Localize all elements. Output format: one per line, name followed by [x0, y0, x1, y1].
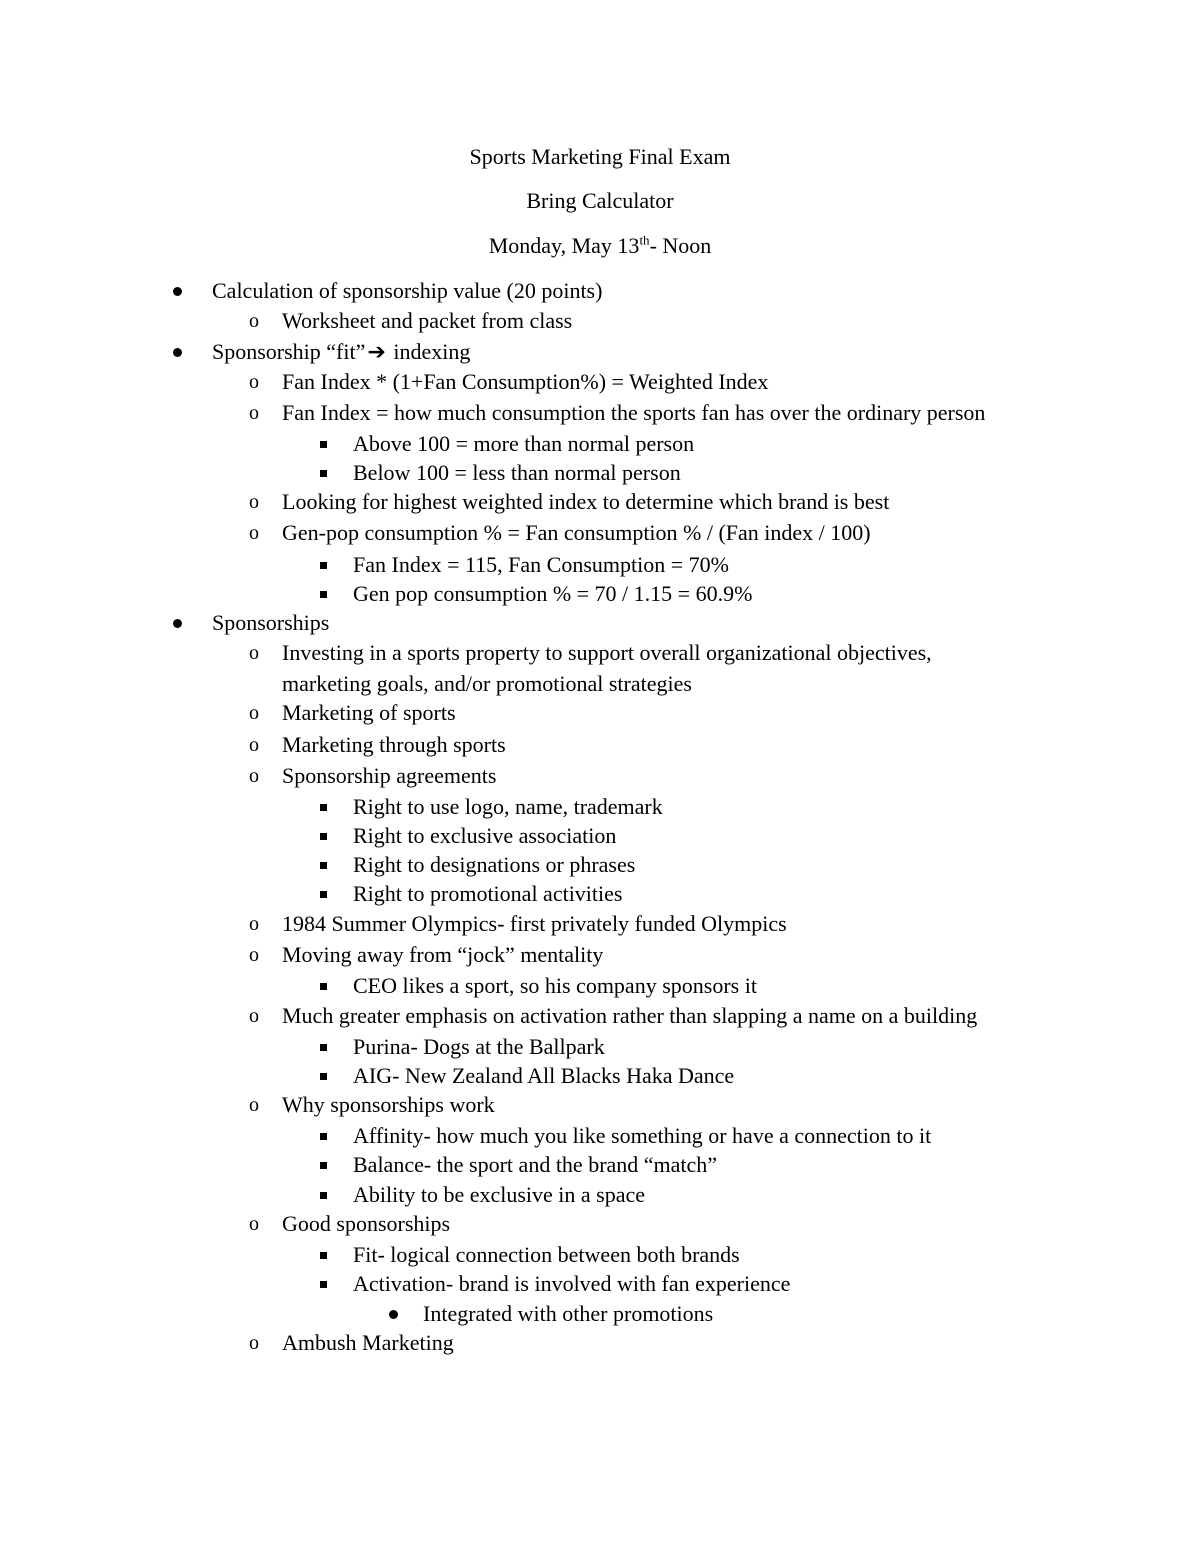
list-item: [0, 431, 1200, 457]
list-item: [0, 369, 1200, 395]
list-item-text: [353, 1271, 790, 1297]
list-item: [0, 700, 1200, 726]
bullet-circle-icon: o: [249, 402, 259, 424]
bullet-square-icon: [320, 1133, 327, 1140]
bullet-circle-icon: o: [249, 734, 259, 756]
list-item-label: Purina- Dogs at the Ballpark: [353, 1034, 605, 1059]
bullet-circle-icon: o: [249, 522, 259, 544]
bullet-square-icon: [320, 804, 327, 811]
bullet-circle-icon: o: [249, 702, 259, 724]
bullet-square-icon: [320, 470, 327, 477]
list-item: [0, 1003, 1200, 1029]
list-item-label: Gen pop consumption % = 70 / 1.15 = 60.9%: [353, 581, 753, 606]
list-item: [0, 308, 1200, 334]
list-item-text: [282, 671, 692, 697]
list-item-label: Sponsorship agreements: [282, 763, 497, 788]
list-item-text: [353, 1123, 931, 1149]
list-item-text: [353, 552, 729, 578]
list-item-text: [212, 339, 470, 365]
bullet-circle-icon: o: [249, 765, 259, 787]
list-item-label: marketing goals, and/or promotional strategies: [282, 671, 692, 696]
bullet-circle-icon: o: [249, 1005, 259, 1027]
list-item: [0, 1034, 1200, 1060]
list-item-text: [282, 400, 985, 426]
list-item-label: Marketing through sports: [282, 732, 506, 757]
list-item-label: Fit- logical connection between both brands: [353, 1242, 740, 1267]
list-item-label: Gen-pop consumption % = Fan consumption % / (Fan index / 100): [282, 520, 871, 545]
list-item-label: Marketing of sports: [282, 700, 456, 725]
list-item: [0, 973, 1200, 999]
list-item: [0, 823, 1200, 849]
bullet-disc-icon: [173, 348, 182, 357]
bullet-square-icon: [320, 833, 327, 840]
list-item: [0, 911, 1200, 937]
bullet-square-icon: [320, 562, 327, 569]
bullet-square-icon: [320, 983, 327, 990]
bullet-square-icon: [320, 1192, 327, 1199]
list-item-label: Good sponsorships: [282, 1211, 451, 1236]
list-item: [0, 581, 1200, 607]
list-item-text: [353, 431, 694, 457]
list-item-text: [282, 1330, 454, 1356]
list-item: [0, 400, 1200, 426]
list-item: [0, 794, 1200, 820]
list-item: [0, 640, 1200, 666]
list-item-label: Balance- the sport and the brand “match”: [353, 1152, 718, 1177]
list-item-label: Right to exclusive association: [353, 823, 617, 848]
list-item-text: [353, 1242, 740, 1268]
list-item-label-continued: indexing: [387, 339, 471, 364]
list-item: [0, 460, 1200, 486]
bullet-circle-icon: o: [249, 1213, 259, 1235]
right-arrow-icon: ➔: [367, 339, 386, 364]
list-item-text: [282, 1211, 450, 1237]
list-item-text: [353, 1182, 645, 1208]
exam-date-superscript: th: [639, 232, 650, 248]
list-item-label: Much greater emphasis on activation rather than slapping a name on a building: [282, 1003, 978, 1028]
list-item: [0, 1211, 1200, 1237]
list-item-text: [353, 973, 757, 999]
list-item: [0, 1092, 1200, 1118]
list-item-text: [282, 732, 506, 758]
exam-date: [0, 233, 1200, 259]
bullet-square-icon: [320, 441, 327, 448]
bullet-circle-icon: o: [249, 371, 259, 393]
list-item-text: [353, 460, 681, 486]
bullet-circle-icon: o: [249, 944, 259, 966]
list-item: [0, 610, 1200, 636]
list-item-label: Fan Index = how much consumption the sports fan has over the ordinary person: [282, 400, 986, 425]
bullet-square-icon: [320, 1044, 327, 1051]
exam-date-prefix: Monday, May 13: [488, 233, 640, 258]
list-item-text: [212, 278, 602, 304]
list-item: [0, 489, 1200, 515]
list-item-label: CEO likes a sport, so his company sponsors it: [353, 973, 757, 998]
list-item: [0, 1063, 1200, 1089]
list-item-label: Looking for highest weighted index to determine which brand is best: [282, 489, 890, 514]
list-item-text: [353, 852, 635, 878]
list-item: [0, 852, 1200, 878]
list-item: [0, 671, 1200, 697]
document-subtitle: Bring Calculator: [526, 188, 674, 213]
list-item-text: [353, 1063, 734, 1089]
list-item-label: Fan Index = 115, Fan Consumption = 70%: [353, 552, 729, 577]
bullet-square-icon: [320, 1281, 327, 1288]
list-item-label: 1984 Summer Olympics- first privately funded Olympics: [282, 911, 787, 936]
list-item: [0, 339, 1200, 365]
list-item-text: [282, 700, 456, 726]
list-item-label: Integrated with other promotions: [423, 1301, 714, 1326]
list-item-text: [353, 794, 663, 820]
list-item-text: [353, 1152, 717, 1178]
list-item: [0, 1330, 1200, 1356]
bullet-square-icon: [320, 591, 327, 598]
exam-date-suffix: - Noon: [649, 233, 712, 258]
list-item-label: Right to use logo, name, trademark: [353, 794, 663, 819]
document-title: Sports Marketing Final Exam: [469, 144, 731, 169]
list-item: [0, 1123, 1200, 1149]
list-item: [0, 732, 1200, 758]
list-item-text: [282, 308, 572, 334]
list-item: [0, 520, 1200, 546]
list-item-text: [353, 881, 622, 907]
bullet-square-icon: [320, 1162, 327, 1169]
list-item-label: Investing in a sports property to support overall organizational objectives,: [282, 640, 932, 665]
list-item-label: Activation- brand is involved with fan experience: [353, 1271, 791, 1296]
bullet-circle-icon: o: [249, 1094, 259, 1116]
list-item-label: Sponsorship “fit”: [212, 339, 366, 364]
list-item: [0, 942, 1200, 968]
list-item-text: [423, 1301, 713, 1327]
bullet-disc-icon: [173, 287, 182, 296]
list-item-text: [282, 1092, 495, 1118]
list-item-text: [353, 1034, 605, 1060]
list-item: [0, 278, 1200, 304]
list-item: [0, 552, 1200, 578]
list-item-text: [353, 823, 616, 849]
list-item-text: [282, 942, 603, 968]
bullet-circle-icon: o: [249, 310, 259, 332]
list-item-text: [282, 911, 787, 937]
list-item-label: Right to promotional activities: [353, 881, 623, 906]
bullet-square-icon: [320, 1252, 327, 1259]
bullet-square-icon: [320, 891, 327, 898]
list-item-label: Above 100 = more than normal person: [353, 431, 695, 456]
list-item-label: Calculation of sponsorship value (20 points): [212, 278, 603, 303]
list-item-label: Fan Index * (1+Fan Consumption%) = Weighted Index: [282, 369, 769, 394]
list-item: [0, 1182, 1200, 1208]
list-item-label: Sponsorships: [212, 610, 330, 635]
list-item-label: Below 100 = less than normal person: [353, 460, 681, 485]
list-item-label: AIG- New Zealand All Blacks Haka Dance: [353, 1063, 735, 1088]
list-item-text: [282, 489, 889, 515]
list-item-label: Worksheet and packet from class: [282, 308, 573, 333]
list-item: [0, 763, 1200, 789]
list-item-text: [282, 1003, 977, 1029]
bullet-circle-icon: o: [249, 642, 259, 664]
list-item-label: Right to designations or phrases: [353, 852, 636, 877]
bullet-circle-icon: o: [249, 491, 259, 513]
bullet-circle-icon: o: [249, 1332, 259, 1354]
list-item-text: [282, 763, 496, 789]
bullet-circle-icon: o: [249, 913, 259, 935]
list-item-label: Ability to be exclusive in a space: [353, 1182, 646, 1207]
bullet-disc-icon: [173, 619, 182, 628]
list-item-text: [282, 640, 932, 666]
list-item-label: Moving away from “jock” mentality: [282, 942, 604, 967]
list-item: [0, 881, 1200, 907]
list-item-text: [212, 610, 329, 636]
list-item-label: Why sponsorships work: [282, 1092, 495, 1117]
list-item-label: Affinity- how much you like something or have a connection to it: [353, 1123, 932, 1148]
list-item-text: [282, 520, 871, 546]
list-item-text: [282, 369, 768, 395]
bullet-square-icon: [320, 862, 327, 869]
bullet-disc-icon: [389, 1310, 398, 1319]
bullet-square-icon: [320, 1073, 327, 1080]
list-item: [0, 1152, 1200, 1178]
list-item-label: Ambush Marketing: [282, 1330, 454, 1355]
list-item: [0, 1301, 1200, 1327]
list-item-text: [353, 581, 752, 607]
list-item: [0, 1242, 1200, 1268]
list-item: [0, 1271, 1200, 1297]
